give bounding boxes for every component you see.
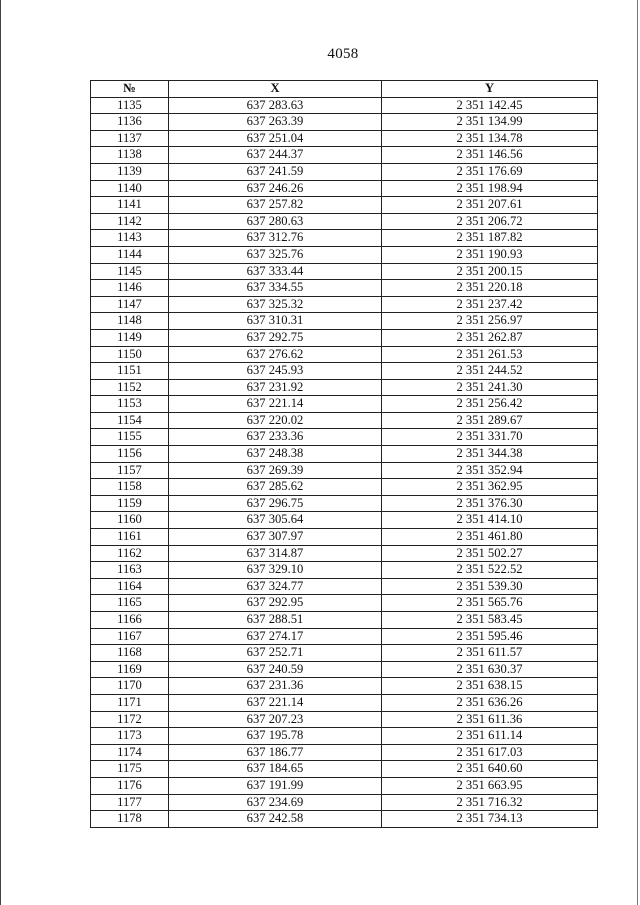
table-row bbox=[91, 180, 598, 197]
cell-y: 2 351 461.80 bbox=[382, 529, 598, 546]
cell-number: 1164 bbox=[91, 578, 169, 595]
table-row bbox=[91, 429, 598, 446]
table-row bbox=[91, 529, 598, 546]
cell-y: 2 351 262.87 bbox=[382, 329, 598, 346]
cell-y: 2 351 237.42 bbox=[382, 296, 598, 313]
cell-number: 1136 bbox=[91, 114, 169, 131]
cell-number: 1150 bbox=[91, 346, 169, 363]
cell-x: 637 221.14 bbox=[169, 694, 382, 711]
cell-y: 2 351 142.45 bbox=[382, 97, 598, 114]
cell-number: 1163 bbox=[91, 562, 169, 579]
cell-number: 1157 bbox=[91, 462, 169, 479]
cell-y: 2 351 617.03 bbox=[382, 744, 598, 761]
cell-x: 637 329.10 bbox=[169, 562, 382, 579]
cell-number: 1138 bbox=[91, 147, 169, 164]
cell-y: 2 351 220.18 bbox=[382, 280, 598, 297]
cell-x: 637 231.36 bbox=[169, 678, 382, 695]
cell-y: 2 351 289.67 bbox=[382, 412, 598, 429]
coordinates-table bbox=[90, 80, 598, 828]
cell-number: 1178 bbox=[91, 811, 169, 828]
cell-number: 1146 bbox=[91, 280, 169, 297]
table-row bbox=[91, 329, 598, 346]
cell-x: 637 234.69 bbox=[169, 794, 382, 811]
cell-number: 1170 bbox=[91, 678, 169, 695]
cell-number: 1158 bbox=[91, 479, 169, 496]
table-row bbox=[91, 661, 598, 678]
cell-x: 637 248.38 bbox=[169, 446, 382, 463]
table-row bbox=[91, 761, 598, 778]
cell-number: 1141 bbox=[91, 197, 169, 214]
cell-x: 637 269.39 bbox=[169, 462, 382, 479]
table-row bbox=[91, 744, 598, 761]
table-row bbox=[91, 595, 598, 612]
page-edge-right bbox=[637, 0, 638, 905]
cell-x: 637 312.76 bbox=[169, 230, 382, 247]
cell-y: 2 351 734.13 bbox=[382, 811, 598, 828]
cell-x: 637 207.23 bbox=[169, 711, 382, 728]
cell-y: 2 351 611.14 bbox=[382, 728, 598, 745]
cell-number: 1160 bbox=[91, 512, 169, 529]
cell-number: 1135 bbox=[91, 97, 169, 114]
cell-y: 2 351 414.10 bbox=[382, 512, 598, 529]
cell-y: 2 351 207.61 bbox=[382, 197, 598, 214]
table-row bbox=[91, 213, 598, 230]
cell-y: 2 351 611.57 bbox=[382, 645, 598, 662]
cell-x: 637 325.76 bbox=[169, 246, 382, 263]
cell-x: 637 191.99 bbox=[169, 777, 382, 794]
cell-number: 1159 bbox=[91, 495, 169, 512]
cell-number: 1155 bbox=[91, 429, 169, 446]
cell-x: 637 292.75 bbox=[169, 329, 382, 346]
cell-y: 2 351 522.52 bbox=[382, 562, 598, 579]
cell-number: 1161 bbox=[91, 529, 169, 546]
page-edge-left bbox=[0, 0, 1, 905]
table-row bbox=[91, 280, 598, 297]
cell-y: 2 351 244.52 bbox=[382, 363, 598, 380]
cell-y: 2 351 256.97 bbox=[382, 313, 598, 330]
table-row bbox=[91, 446, 598, 463]
cell-x: 637 283.63 bbox=[169, 97, 382, 114]
table-row bbox=[91, 230, 598, 247]
header-number: № bbox=[91, 81, 169, 98]
cell-y: 2 351 344.38 bbox=[382, 446, 598, 463]
cell-y: 2 351 198.94 bbox=[382, 180, 598, 197]
cell-x: 637 220.02 bbox=[169, 412, 382, 429]
table-row bbox=[91, 462, 598, 479]
cell-number: 1177 bbox=[91, 794, 169, 811]
cell-number: 1168 bbox=[91, 645, 169, 662]
table-row bbox=[91, 296, 598, 313]
cell-x: 637 252.71 bbox=[169, 645, 382, 662]
cell-y: 2 351 187.82 bbox=[382, 230, 598, 247]
cell-y: 2 351 638.15 bbox=[382, 678, 598, 695]
table-row bbox=[91, 495, 598, 512]
cell-y: 2 351 502.27 bbox=[382, 545, 598, 562]
table-row bbox=[91, 811, 598, 828]
table-row bbox=[91, 379, 598, 396]
cell-number: 1165 bbox=[91, 595, 169, 612]
table-row bbox=[91, 263, 598, 280]
cell-y: 2 351 134.78 bbox=[382, 130, 598, 147]
cell-number: 1167 bbox=[91, 628, 169, 645]
cell-y: 2 351 636.26 bbox=[382, 694, 598, 711]
cell-x: 637 292.95 bbox=[169, 595, 382, 612]
cell-number: 1148 bbox=[91, 313, 169, 330]
cell-number: 1156 bbox=[91, 446, 169, 463]
cell-y: 2 351 331.70 bbox=[382, 429, 598, 446]
table-row bbox=[91, 711, 598, 728]
cell-x: 637 325.32 bbox=[169, 296, 382, 313]
cell-y: 2 351 595.46 bbox=[382, 628, 598, 645]
table-row bbox=[91, 313, 598, 330]
cell-x: 637 280.63 bbox=[169, 213, 382, 230]
cell-y: 2 351 176.69 bbox=[382, 163, 598, 180]
cell-number: 1176 bbox=[91, 777, 169, 794]
cell-y: 2 351 362.95 bbox=[382, 479, 598, 496]
cell-x: 637 285.62 bbox=[169, 479, 382, 496]
cell-y: 2 351 146.56 bbox=[382, 147, 598, 164]
cell-y: 2 351 206.72 bbox=[382, 213, 598, 230]
cell-x: 637 251.04 bbox=[169, 130, 382, 147]
header-y: Y bbox=[382, 81, 598, 98]
cell-x: 637 257.82 bbox=[169, 197, 382, 214]
cell-y: 2 351 134.99 bbox=[382, 114, 598, 131]
cell-number: 1152 bbox=[91, 379, 169, 396]
cell-number: 1175 bbox=[91, 761, 169, 778]
cell-x: 637 186.77 bbox=[169, 744, 382, 761]
cell-y: 2 351 190.93 bbox=[382, 246, 598, 263]
cell-y: 2 351 640.60 bbox=[382, 761, 598, 778]
cell-y: 2 351 376.30 bbox=[382, 495, 598, 512]
table-row bbox=[91, 545, 598, 562]
table-row bbox=[91, 578, 598, 595]
table-row bbox=[91, 694, 598, 711]
table-row bbox=[91, 479, 598, 496]
table-row bbox=[91, 612, 598, 629]
table-row bbox=[91, 777, 598, 794]
page-number: 4058 bbox=[327, 46, 359, 62]
cell-x: 637 184.65 bbox=[169, 761, 382, 778]
cell-number: 1153 bbox=[91, 396, 169, 413]
cell-number: 1173 bbox=[91, 728, 169, 745]
table-row bbox=[91, 363, 598, 380]
cell-number: 1139 bbox=[91, 163, 169, 180]
cell-number: 1140 bbox=[91, 180, 169, 197]
cell-x: 637 242.58 bbox=[169, 811, 382, 828]
cell-number: 1172 bbox=[91, 711, 169, 728]
cell-x: 637 195.78 bbox=[169, 728, 382, 745]
cell-number: 1154 bbox=[91, 412, 169, 429]
cell-x: 637 296.75 bbox=[169, 495, 382, 512]
cell-y: 2 351 539.30 bbox=[382, 578, 598, 595]
table-row bbox=[91, 147, 598, 164]
cell-number: 1145 bbox=[91, 263, 169, 280]
cell-y: 2 351 565.76 bbox=[382, 595, 598, 612]
cell-x: 637 233.36 bbox=[169, 429, 382, 446]
table-row bbox=[91, 197, 598, 214]
cell-y: 2 351 256.42 bbox=[382, 396, 598, 413]
cell-x: 637 263.39 bbox=[169, 114, 382, 131]
cell-x: 637 334.55 bbox=[169, 280, 382, 297]
cell-x: 637 274.17 bbox=[169, 628, 382, 645]
cell-number: 1143 bbox=[91, 230, 169, 247]
table-row bbox=[91, 678, 598, 695]
table-row bbox=[91, 412, 598, 429]
cell-number: 1151 bbox=[91, 363, 169, 380]
cell-number: 1137 bbox=[91, 130, 169, 147]
cell-x: 637 324.77 bbox=[169, 578, 382, 595]
cell-x: 637 288.51 bbox=[169, 612, 382, 629]
cell-x: 637 276.62 bbox=[169, 346, 382, 363]
cell-number: 1169 bbox=[91, 661, 169, 678]
cell-y: 2 351 583.45 bbox=[382, 612, 598, 629]
cell-number: 1147 bbox=[91, 296, 169, 313]
table-row bbox=[91, 163, 598, 180]
table-row bbox=[91, 645, 598, 662]
cell-x: 637 314.87 bbox=[169, 545, 382, 562]
cell-x: 637 241.59 bbox=[169, 163, 382, 180]
cell-number: 1149 bbox=[91, 329, 169, 346]
table-header-row bbox=[91, 81, 598, 98]
cell-number: 1162 bbox=[91, 545, 169, 562]
cell-x: 637 246.26 bbox=[169, 180, 382, 197]
table-row bbox=[91, 130, 598, 147]
cell-x: 637 310.31 bbox=[169, 313, 382, 330]
table-row bbox=[91, 562, 598, 579]
table-row bbox=[91, 346, 598, 363]
cell-x: 637 245.93 bbox=[169, 363, 382, 380]
cell-x: 637 244.37 bbox=[169, 147, 382, 164]
table-row bbox=[91, 728, 598, 745]
table-row bbox=[91, 512, 598, 529]
cell-y: 2 351 611.36 bbox=[382, 711, 598, 728]
cell-y: 2 351 352.94 bbox=[382, 462, 598, 479]
cell-x: 637 333.44 bbox=[169, 263, 382, 280]
cell-number: 1166 bbox=[91, 612, 169, 629]
cell-x: 637 221.14 bbox=[169, 396, 382, 413]
table-row bbox=[91, 114, 598, 131]
table-row bbox=[91, 97, 598, 114]
cell-y: 2 351 663.95 bbox=[382, 777, 598, 794]
table-row bbox=[91, 628, 598, 645]
table-row bbox=[91, 794, 598, 811]
table-body bbox=[91, 97, 598, 827]
cell-y: 2 351 241.30 bbox=[382, 379, 598, 396]
cell-x: 637 240.59 bbox=[169, 661, 382, 678]
cell-number: 1174 bbox=[91, 744, 169, 761]
table-row bbox=[91, 246, 598, 263]
cell-y: 2 351 630.37 bbox=[382, 661, 598, 678]
cell-y: 2 351 261.53 bbox=[382, 346, 598, 363]
table-row bbox=[91, 396, 598, 413]
cell-number: 1171 bbox=[91, 694, 169, 711]
cell-number: 1144 bbox=[91, 246, 169, 263]
cell-x: 637 307.97 bbox=[169, 529, 382, 546]
header-x: X bbox=[169, 81, 382, 98]
cell-y: 2 351 716.32 bbox=[382, 794, 598, 811]
cell-x: 637 305.64 bbox=[169, 512, 382, 529]
cell-number: 1142 bbox=[91, 213, 169, 230]
cell-y: 2 351 200.15 bbox=[382, 263, 598, 280]
cell-x: 637 231.92 bbox=[169, 379, 382, 396]
